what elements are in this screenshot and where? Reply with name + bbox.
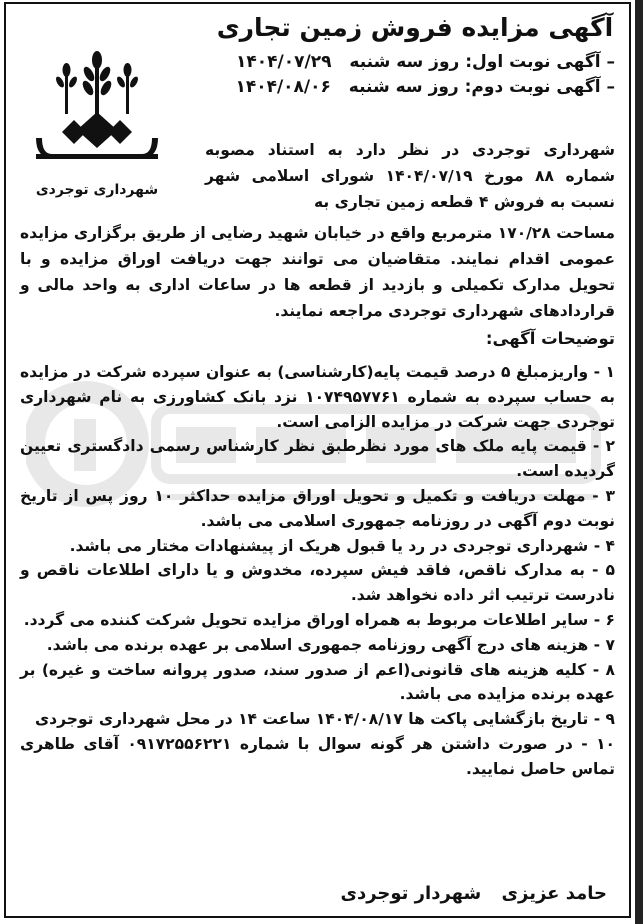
municipality-logo xyxy=(22,42,172,217)
auction-notice xyxy=(4,2,631,918)
first-notice-line xyxy=(215,50,615,75)
list-item: ۴ - شهرداری توجردی در رد یا قبول هریک از پیشنهادات مختار می باشد. xyxy=(69,536,615,555)
scan-edge-strip xyxy=(635,0,643,924)
list-item: ۸ - کلیه هزینه های قانونی(اعم از صدور سند، صدور پروانه ساخت و غیره) بر عهده برنده مزایده می باشد. xyxy=(20,660,615,704)
list-item: ۳ - مهلت دریافت و تکمیل و تحویل اوراق مزایده حداکثر ۱۰ روز پس از تاریخ نوبت دوم آگهی در روزنامه جمهوری اسلامی می باشد. xyxy=(20,486,615,530)
list-item: ۱ - واریزمبلغ ۵ درصد قیمت پایه(کارشناسی) به عنوان سپرده شرکت در مزایده به حساب سپرده به شماره ۱۰۷۴۹۵۷۷۶۱ نزد بانک کشاورزی به نام شهرداری توجردی جهت شرکت در مزایده الزامی است. xyxy=(20,363,616,431)
signature xyxy=(340,883,607,904)
municipality-emblem-icon xyxy=(22,42,172,182)
second-notice-label: – آگهی نوبت دوم: روز سه شنبه xyxy=(348,77,615,97)
intro-paragraph-continued: مساحت ۱۷۰/۲۸ مترمربع واقع در خیابان شهید رضایی از طریق برگزاری مزایده عمومی اقدام نمایند. متقاضیان می توانند جهت دریافت اوراق مزایده و با تحویل مدارک تکمیلی و بازدید از قطعه ها در ساعات اداری به واحد مالی و قراردادهای شهرداری توجردی مراجعه نمایند. xyxy=(20,224,615,320)
signatory-name: حامد عزیزی xyxy=(501,883,607,904)
notes-heading: توضیحات آگهی: xyxy=(485,329,615,348)
first-notice-date: ۱۴۰۴/۰۷/۲۹ xyxy=(236,52,332,72)
page-title: آگهی مزایده فروش زمین تجاری xyxy=(216,13,614,42)
intro-paragraph-top: شهرداری توجردی در نظر دارد به استناد مصوبه شماره ۸۸ مورخ ۱۴۰۴/۰۷/۱۹ شورای اسلامی شهر نسبت به فروش ۴ قطعه زمین تجاری به xyxy=(205,141,615,211)
first-notice-label: – آگهی نوبت اول: روز سه شنبه xyxy=(349,52,615,72)
notice-header xyxy=(215,12,615,100)
list-item: ۱۰ - در صورت داشتن هر گونه سوال با شماره ۰۹۱۷۲۵۵۶۲۲۱ آقای طاهری تماس حاصل نمایید. xyxy=(20,734,616,778)
notes-list xyxy=(20,360,615,782)
second-notice-line xyxy=(215,75,615,100)
logo-caption: شهرداری توجردی xyxy=(35,182,159,198)
second-notice-date: ۱۴۰۴/۰۸/۰۶ xyxy=(235,77,331,97)
list-item: ۹ - تاریخ بازگشایی پاکت ها ۱۴۰۴/۰۸/۱۷ ساعت ۱۴ در محل شهرداری توجردی xyxy=(34,710,615,729)
list-item: ۵ - به مدارک ناقص، فاقد فیش سپرده، مخدوش و یا دارای اطلاعات ناقص و نادرست ترتیب اثر داده نخواهد شد. xyxy=(20,561,615,605)
list-item: ۶ - سایر اطلاعات مربوط به همراه اوراق مزایده تحویل شرکت کننده می گردد. xyxy=(23,610,615,629)
list-item: ۲ - قیمت پایه ملک های مورد نظرطبق نظر کارشناس رسمی دادگستری تعیین گردیده است. xyxy=(20,437,615,481)
list-item: ۷ - هزینه های درج آگهی روزنامه جمهوری اسلامی بر عهده برنده می باشد. xyxy=(46,635,615,654)
intro-paragraph-rest xyxy=(20,220,615,352)
signatory-role: شهردار توجردی xyxy=(340,883,482,904)
